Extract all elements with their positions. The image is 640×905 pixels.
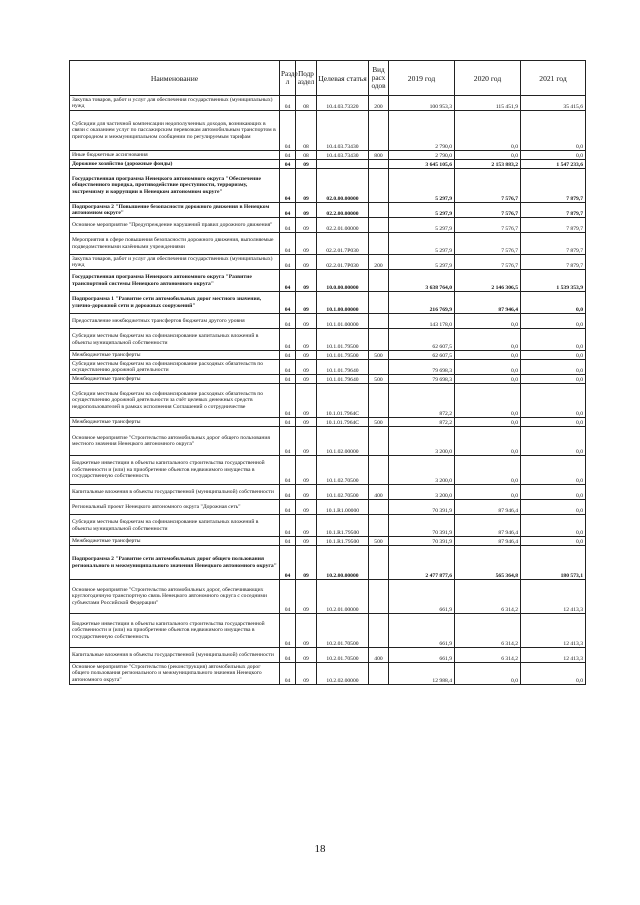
- header-expense-type: Вид расх одов: [369, 61, 389, 96]
- row-section: 04: [280, 314, 296, 329]
- row-name: Субсидии местным бюджетам на софинансирование расходных обязательств по осуществлению дорожной деятельности за счёт целевых денежных средств недропользователей в рамках исполнения Соглашений о сотрудничестве: [70, 384, 280, 418]
- row-target-article: 10.1.02.70500: [317, 456, 369, 485]
- row-section: 04: [280, 500, 296, 515]
- row-subsection: 09: [296, 255, 317, 270]
- row-subsection: 09: [296, 329, 317, 351]
- row-value-2019: 3 645 105,6: [389, 160, 455, 169]
- row-value-2021: 12 413,3: [521, 580, 586, 614]
- row-name: Дорожное хозяйство (дорожные фонды): [70, 160, 280, 169]
- row-value-2020: 6 314,2: [455, 614, 521, 648]
- row-value-2019: 3 200,0: [389, 456, 455, 485]
- row-name: Бюджетные инвестиции в объекты капитального строительства государственной собственности и (или) на приобретение объектов недвижимого имущества в государственную собственность: [70, 456, 280, 485]
- row-section: 04: [280, 360, 296, 375]
- row-target-article: 10.1.01.7964С: [317, 384, 369, 418]
- row-section: 04: [280, 456, 296, 485]
- row-value-2021: 7 879,7: [521, 233, 586, 255]
- row-value-2020: 0,0: [455, 314, 521, 329]
- row-value-2019: 62 607,5: [389, 351, 455, 360]
- row-value-2020: 0,0: [455, 151, 521, 160]
- row-value-2021: 0,0: [521, 314, 586, 329]
- row-value-2021: 7 879,7: [521, 169, 586, 203]
- table-row: [70, 111, 586, 151]
- row-expense-type: [369, 614, 389, 648]
- row-subsection: 09: [296, 614, 317, 648]
- row-value-2019: 661,9: [389, 580, 455, 614]
- row-subsection: 09: [296, 515, 317, 537]
- row-value-2021: 0,0: [521, 456, 586, 485]
- row-subsection: 09: [296, 546, 317, 580]
- row-expense-type: [369, 270, 389, 292]
- row-value-2021: 0,0: [521, 500, 586, 515]
- row-subsection: 08: [296, 151, 317, 160]
- row-expense-type: 400: [369, 648, 389, 663]
- row-value-2019: 661,9: [389, 614, 455, 648]
- row-value-2020: 115 451,9: [455, 96, 521, 111]
- row-value-2021: 7 879,7: [521, 203, 586, 218]
- row-value-2019: 5 297,9: [389, 218, 455, 233]
- row-section: 04: [280, 169, 296, 203]
- row-subsection: 09: [296, 160, 317, 169]
- row-value-2019: 143 178,0: [389, 314, 455, 329]
- row-section: 04: [280, 515, 296, 537]
- row-expense-type: [369, 329, 389, 351]
- table-header-row: [70, 61, 586, 96]
- row-section: 04: [280, 663, 296, 685]
- row-value-2019: 5 297,9: [389, 169, 455, 203]
- row-value-2021: 0,0: [521, 427, 586, 456]
- row-section: 04: [280, 418, 296, 427]
- table-row: [70, 169, 586, 203]
- row-name: Подпрограмма 2 "Развитие сети автомобильных дорог общего пользования регионального и межмуниципального значения Ненецкого автономного округа": [70, 546, 280, 580]
- row-expense-type: [369, 427, 389, 456]
- row-value-2020: 0,0: [455, 427, 521, 456]
- row-subsection: 09: [296, 537, 317, 546]
- row-target-article: 10.1.02.00000: [317, 427, 369, 456]
- row-value-2020: 87 946,4: [455, 515, 521, 537]
- table-row: [70, 96, 586, 111]
- row-section: 04: [280, 96, 296, 111]
- row-value-2021: 0,0: [521, 515, 586, 537]
- row-name: Субсидии местным бюджетам на софинансирование расходных обязательств по осуществлению дорожной деятельности: [70, 360, 280, 375]
- row-value-2020: 7 576,7: [455, 203, 521, 218]
- row-target-article: 10.2.01.70500: [317, 614, 369, 648]
- row-value-2021: 0,0: [521, 329, 586, 351]
- row-target-article: 10.1.01.00000: [317, 314, 369, 329]
- row-target-article: 10.1.01.79640: [317, 360, 369, 375]
- row-expense-type: [369, 546, 389, 580]
- row-value-2019: 79 698,3: [389, 375, 455, 384]
- row-value-2019: 661,9: [389, 648, 455, 663]
- header-name: Наименование: [70, 61, 280, 96]
- row-target-article: 10.4.03.73430: [317, 151, 369, 160]
- row-value-2021: 0,0: [521, 485, 586, 500]
- row-subsection: 09: [296, 169, 317, 203]
- row-value-2019: 2 790,0: [389, 111, 455, 151]
- row-section: 04: [280, 375, 296, 384]
- table-row: [70, 233, 586, 255]
- row-name: Государственная программа Ненецкого автономного округа "Развитие транспортной системы Ненецкого автономного округа": [70, 270, 280, 292]
- table-row: [70, 427, 586, 456]
- row-value-2020: 6 314,2: [455, 580, 521, 614]
- row-target-article: 10.2.01.70500: [317, 648, 369, 663]
- row-target-article: 10.1.01.79500: [317, 329, 369, 351]
- table-row: [70, 546, 586, 580]
- row-section: 04: [280, 351, 296, 360]
- header-year-2020: 2020 год: [455, 61, 521, 96]
- row-name: Межбюджетные трансферты: [70, 351, 280, 360]
- row-value-2019: 2 477 877,6: [389, 546, 455, 580]
- row-value-2020: 2 146 306,5: [455, 270, 521, 292]
- table-row: [70, 160, 586, 169]
- row-expense-type: 500: [369, 375, 389, 384]
- row-name: Подпрограмма 2 "Повышение безопасности дорожного движения в Ненецком автономном округе": [70, 203, 280, 218]
- row-value-2020: 0,0: [455, 485, 521, 500]
- row-target-article: 02.2.01.7Р030: [317, 233, 369, 255]
- row-value-2020: 6 314,2: [455, 648, 521, 663]
- row-section: 04: [280, 384, 296, 418]
- row-value-2021: 0,0: [521, 351, 586, 360]
- row-section: 04: [280, 233, 296, 255]
- row-section: 04: [280, 255, 296, 270]
- table-row: [70, 456, 586, 485]
- row-target-article: 10.1.R1.00000: [317, 500, 369, 515]
- row-expense-type: [369, 384, 389, 418]
- row-value-2021: 0,0: [521, 537, 586, 546]
- row-target-article: 10.2.00.00000: [317, 546, 369, 580]
- row-section: 04: [280, 218, 296, 233]
- table-row: [70, 329, 586, 351]
- row-name: Предоставление межбюджетных трансфертов бюджетам другого уровня: [70, 314, 280, 329]
- row-name: Субсидии местным бюджетам на софинансирование капитальных вложений в объекты муниципальной собственности: [70, 515, 280, 537]
- row-value-2021: 0,0: [521, 151, 586, 160]
- row-expense-type: [369, 360, 389, 375]
- row-value-2020: 87 946,4: [455, 292, 521, 314]
- row-subsection: 09: [296, 360, 317, 375]
- row-value-2019: 5 297,9: [389, 255, 455, 270]
- row-section: 04: [280, 270, 296, 292]
- row-target-article: 10.1.01.79500: [317, 351, 369, 360]
- table-row: [70, 648, 586, 663]
- row-expense-type: [369, 218, 389, 233]
- row-subsection: 09: [296, 648, 317, 663]
- table-row: [70, 292, 586, 314]
- row-expense-type: [369, 456, 389, 485]
- row-value-2019: 872,2: [389, 418, 455, 427]
- row-section: 04: [280, 614, 296, 648]
- row-value-2019: 70 391,9: [389, 500, 455, 515]
- row-value-2021: 1 539 353,9: [521, 270, 586, 292]
- row-section: 04: [280, 427, 296, 456]
- row-expense-type: 500: [369, 418, 389, 427]
- row-expense-type: [369, 111, 389, 151]
- row-expense-type: [369, 663, 389, 685]
- row-subsection: 09: [296, 663, 317, 685]
- row-value-2020: 0,0: [455, 351, 521, 360]
- row-expense-type: 200: [369, 255, 389, 270]
- table-row: [70, 351, 586, 360]
- table-row: [70, 270, 586, 292]
- row-section: 04: [280, 151, 296, 160]
- row-target-article: 10.0.00.00000: [317, 270, 369, 292]
- row-subsection: 09: [296, 384, 317, 418]
- row-value-2020: 7 576,7: [455, 255, 521, 270]
- row-value-2021: 12 413,3: [521, 614, 586, 648]
- row-expense-type: [369, 314, 389, 329]
- table-row: [70, 151, 586, 160]
- header-target-article: Целевая статья: [317, 61, 369, 96]
- row-name: Подпрограмма 1 "Развитие сети автомобильных дорог местного значения, улично-дорожной сети и дорожных сооружений": [70, 292, 280, 314]
- row-name: Субсидии для частичной компенсации недополученных доходов, возникающих в связи с оказанием услуг по пассажирским перевозкам автомобильным транспортом в пригородном и межмуниципальном сообщении по регулируемым тарифам: [70, 111, 280, 151]
- row-expense-type: [369, 233, 389, 255]
- row-target-article: 10.1.02.70500: [317, 485, 369, 500]
- row-value-2021: 0,0: [521, 292, 586, 314]
- row-value-2020: 0,0: [455, 360, 521, 375]
- header-year-2019: 2019 год: [389, 61, 455, 96]
- row-value-2019: 12 988,4: [389, 663, 455, 685]
- row-value-2021: 0,0: [521, 663, 586, 685]
- row-expense-type: [369, 203, 389, 218]
- row-target-article: 10.1.R1.79500: [317, 537, 369, 546]
- row-expense-type: [369, 515, 389, 537]
- row-subsection: 09: [296, 203, 317, 218]
- row-expense-type: 800: [369, 151, 389, 160]
- table-row: [70, 580, 586, 614]
- row-subsection: 09: [296, 314, 317, 329]
- row-name: Бюджетные инвестиции в объекты капитального строительства государственной собственности и (или) на приобретение объектов недвижимого имущества в государственную собственность: [70, 614, 280, 648]
- header-year-2021: 2021 год: [521, 61, 586, 96]
- row-value-2019: 5 297,9: [389, 233, 455, 255]
- row-subsection: 08: [296, 96, 317, 111]
- row-subsection: 08: [296, 111, 317, 151]
- row-value-2021: 180 573,1: [521, 546, 586, 580]
- row-value-2020: 87 946,4: [455, 537, 521, 546]
- row-expense-type: 400: [369, 485, 389, 500]
- row-value-2021: 12 413,3: [521, 648, 586, 663]
- row-value-2020: 565 364,8: [455, 546, 521, 580]
- row-value-2021: 0,0: [521, 360, 586, 375]
- row-value-2019: 79 698,3: [389, 360, 455, 375]
- table-row: [70, 663, 586, 685]
- row-value-2020: 0,0: [455, 456, 521, 485]
- row-target-article: 10.2.02.00000: [317, 663, 369, 685]
- row-name: Основное мероприятие "Предупреждение нарушений правил дорожного движения": [70, 218, 280, 233]
- row-name: Мероприятия в сфере повышения безопасности дорожного движения, выполняемые подведомственными казёнными учреждениями: [70, 233, 280, 255]
- row-section: 04: [280, 160, 296, 169]
- table-row: [70, 360, 586, 375]
- row-expense-type: [369, 292, 389, 314]
- row-value-2020: 0,0: [455, 111, 521, 151]
- row-value-2021: 1 547 233,6: [521, 160, 586, 169]
- row-name: Межбюджетные трансферты: [70, 375, 280, 384]
- row-value-2019: 2 790,0: [389, 151, 455, 160]
- row-target-article: 02.2.01.7Р030: [317, 255, 369, 270]
- table-row: [70, 485, 586, 500]
- table-row: [70, 614, 586, 648]
- row-target-article: 02.2.00.00000: [317, 203, 369, 218]
- row-subsection: 09: [296, 270, 317, 292]
- table-row: [70, 384, 586, 418]
- row-expense-type: [369, 500, 389, 515]
- row-subsection: 09: [296, 292, 317, 314]
- row-subsection: 09: [296, 418, 317, 427]
- row-name: Капитальные вложения в объекты государственной (муниципальной) собственности: [70, 648, 280, 663]
- budget-table: [69, 60, 586, 685]
- row-value-2020: 87 946,4: [455, 500, 521, 515]
- row-value-2021: 7 879,7: [521, 218, 586, 233]
- row-expense-type: [369, 580, 389, 614]
- table-row: [70, 203, 586, 218]
- row-subsection: 09: [296, 375, 317, 384]
- row-target-article: 10.1.R1.79500: [317, 515, 369, 537]
- row-expense-type: 500: [369, 537, 389, 546]
- header-subsection: Подр аздел: [296, 61, 317, 96]
- table-row: [70, 500, 586, 515]
- table-row: [70, 515, 586, 537]
- row-section: 04: [280, 546, 296, 580]
- row-value-2019: 70 391,9: [389, 515, 455, 537]
- row-value-2021: 35 415,6: [521, 96, 586, 111]
- row-value-2020: 0,0: [455, 384, 521, 418]
- row-section: 04: [280, 485, 296, 500]
- table-row: [70, 537, 586, 546]
- row-target-article: 10.1.00.00000: [317, 292, 369, 314]
- row-value-2021: 0,0: [521, 111, 586, 151]
- row-target-article: 10.1.01.79640: [317, 375, 369, 384]
- row-name: Межбюджетные трансферты: [70, 537, 280, 546]
- row-section: 04: [280, 329, 296, 351]
- row-subsection: 09: [296, 456, 317, 485]
- header-section: Разде л: [280, 61, 296, 96]
- row-subsection: 09: [296, 485, 317, 500]
- table-row: [70, 418, 586, 427]
- row-expense-type: [369, 160, 389, 169]
- row-value-2020: 0,0: [455, 329, 521, 351]
- row-expense-type: 500: [369, 351, 389, 360]
- row-subsection: 09: [296, 218, 317, 233]
- row-name: Закупка товаров, работ и услуг для обеспечения государственных (муниципальных) нужд: [70, 96, 280, 111]
- row-value-2020: 0,0: [455, 418, 521, 427]
- row-value-2019: 872,2: [389, 384, 455, 418]
- row-value-2020: 7 576,7: [455, 169, 521, 203]
- row-target-article: [317, 160, 369, 169]
- row-section: 04: [280, 203, 296, 218]
- row-section: 04: [280, 292, 296, 314]
- row-value-2020: 2 153 883,2: [455, 160, 521, 169]
- row-name: Основное мероприятие "Строительство автомобильных дорог, обеспечивающих круглогодичную транспортную связь Ненецкого автономного округа с соседними субъектами Российской Федерации": [70, 580, 280, 614]
- row-subsection: 09: [296, 427, 317, 456]
- row-name: Региональный проект Ненецкого автономного округа "Дорожная сеть": [70, 500, 280, 515]
- row-name: Субсидии местным бюджетам на софинансирование капитальных вложений в объекты муниципальной собственности: [70, 329, 280, 351]
- row-name: Государственная программа Ненецкого автономного округа "Обеспечение общественного порядка, противодействие преступности, терроризму, экстремизму и коррупции в Ненецком автономном округе": [70, 169, 280, 203]
- row-name: Капитальные вложения в объекты государственной (муниципальной) собственности: [70, 485, 280, 500]
- row-name: Основное мероприятие "Строительство (реконструкция) автомобильных дорог общего пользования регионального и межмуниципального значения Ненецкого автономного округа": [70, 663, 280, 685]
- row-expense-type: 200: [369, 96, 389, 111]
- page-number: 18: [314, 843, 326, 855]
- table-row: [70, 218, 586, 233]
- row-name: Иные бюджетные ассигнования: [70, 151, 280, 160]
- row-value-2019: 62 607,5: [389, 329, 455, 351]
- row-target-article: 10.4.03.73430: [317, 111, 369, 151]
- row-section: 04: [280, 537, 296, 546]
- row-name: Межбюджетные трансферты: [70, 418, 280, 427]
- row-value-2021: 0,0: [521, 384, 586, 418]
- row-value-2020: 0,0: [455, 375, 521, 384]
- table-row: [70, 314, 586, 329]
- row-value-2019: 70 391,9: [389, 537, 455, 546]
- row-expense-type: [369, 169, 389, 203]
- row-value-2019: 3 200,0: [389, 427, 455, 456]
- row-value-2019: 3 638 764,0: [389, 270, 455, 292]
- row-subsection: 09: [296, 351, 317, 360]
- row-value-2019: 5 297,9: [389, 203, 455, 218]
- row-subsection: 09: [296, 500, 317, 515]
- row-value-2020: 7 576,7: [455, 233, 521, 255]
- row-value-2019: 3 200,0: [389, 485, 455, 500]
- row-subsection: 09: [296, 580, 317, 614]
- row-value-2020: 7 576,7: [455, 218, 521, 233]
- row-section: 04: [280, 580, 296, 614]
- row-target-article: 02.0.00.00000: [317, 169, 369, 203]
- row-target-article: 10.2.01.00000: [317, 580, 369, 614]
- row-value-2019: 100 953,3: [389, 96, 455, 111]
- row-value-2020: 0,0: [455, 663, 521, 685]
- table-row: [70, 255, 586, 270]
- table-body: [70, 96, 586, 685]
- row-name: Основное мероприятие "Строительство автомобильных дорог общего пользования местного значения Ненецкого автономного округа": [70, 427, 280, 456]
- row-name: Закупка товаров, работ и услуг для обеспечения государственных (муниципальных) нужд: [70, 255, 280, 270]
- row-value-2021: 0,0: [521, 375, 586, 384]
- table-row: [70, 375, 586, 384]
- row-subsection: 09: [296, 233, 317, 255]
- row-target-article: 10.1.01.7964С: [317, 418, 369, 427]
- row-section: 04: [280, 111, 296, 151]
- row-value-2019: 216 769,9: [389, 292, 455, 314]
- row-value-2021: 7 879,7: [521, 255, 586, 270]
- row-section: 04: [280, 648, 296, 663]
- row-target-article: 10.4.03.73320: [317, 96, 369, 111]
- row-target-article: 02.2.01.00000: [317, 218, 369, 233]
- row-value-2021: 0,0: [521, 418, 586, 427]
